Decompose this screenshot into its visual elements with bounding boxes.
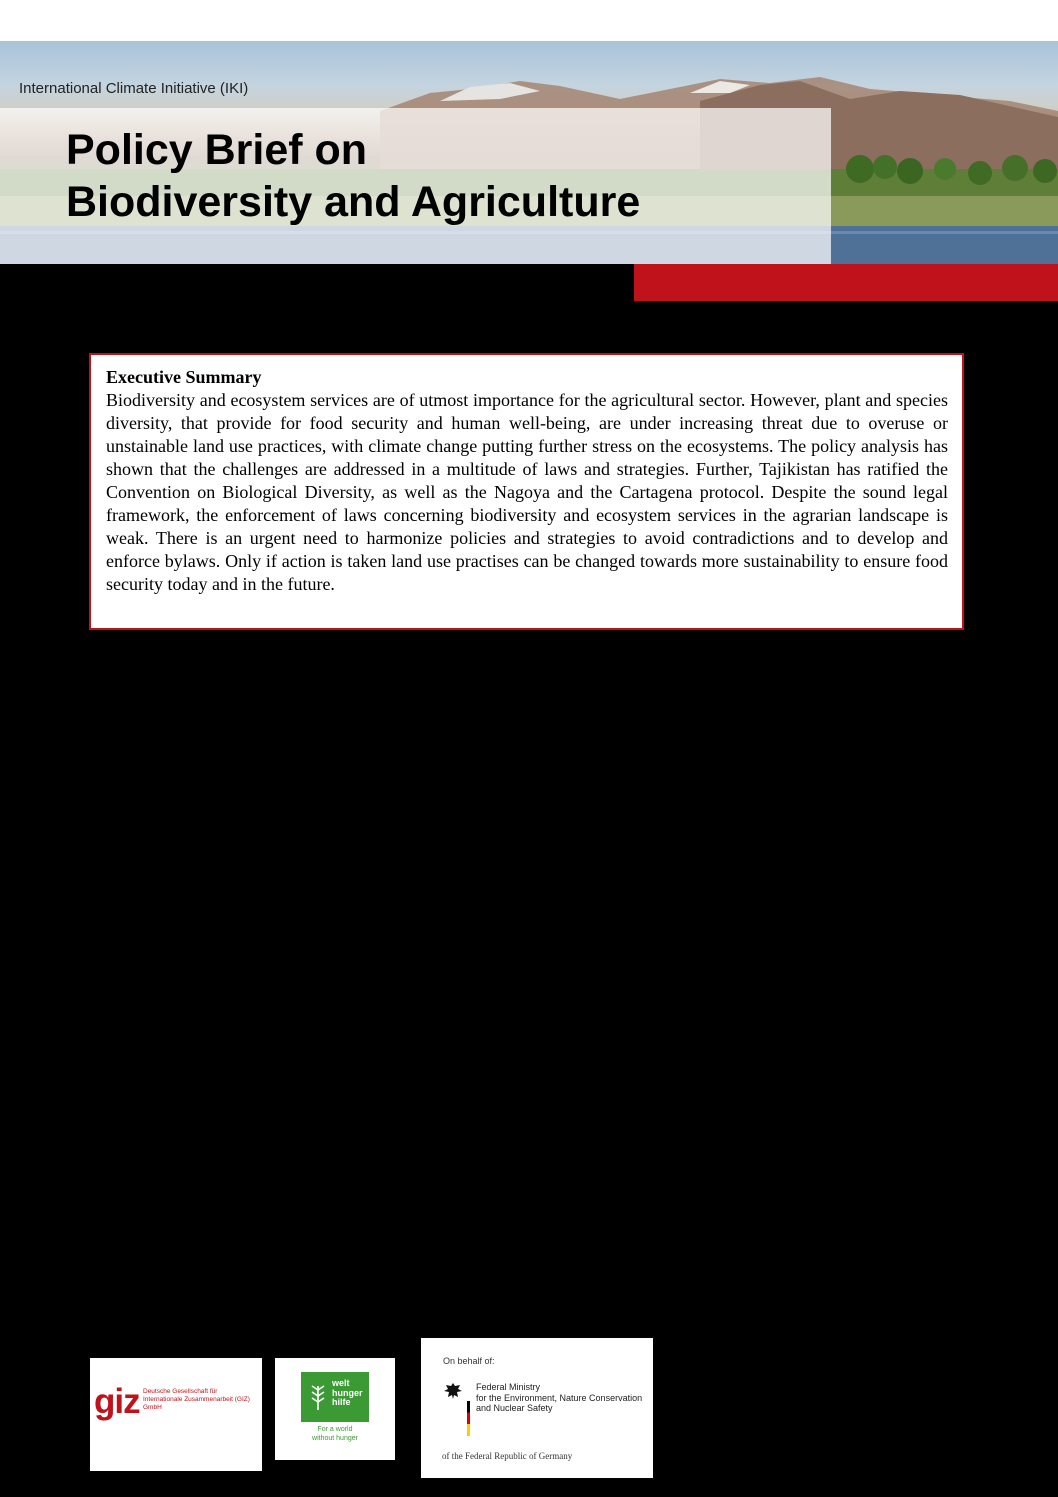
bmu-logo xyxy=(421,1338,653,1478)
welthungerhilfe-logo xyxy=(275,1358,395,1460)
wheat-icon xyxy=(308,1382,328,1412)
page-title xyxy=(66,124,640,228)
ministry-line-1: Federal Ministry xyxy=(476,1382,541,1392)
whh-green-square xyxy=(301,1372,369,1422)
federal-eagle-icon xyxy=(443,1381,463,1401)
whh-tagline-line-1: For a world xyxy=(317,1426,353,1433)
giz-logo xyxy=(90,1358,262,1471)
summary-heading: Executive Summary xyxy=(106,367,262,387)
whh-tagline-line-2: without hunger xyxy=(312,1435,358,1442)
title-line-2: Biodiversity and Agriculture xyxy=(66,178,641,226)
giz-logo-mark: giz xyxy=(94,1382,140,1421)
ministry-name xyxy=(476,1382,651,1414)
on-behalf-label: On behalf of: xyxy=(443,1356,495,1366)
summary-body: Biodiversity and ecosystem services are of utmost importance for the agricultural sector. However, plant and species diversity, that provide for food security and human well-being, are under increasing threat due to overuse or unstainable land use practices, with climate change putting further stress on the ecosystems. The policy analysis has shown that the challenges are addressed in a multitude of laws and strategies. Further, Tajikistan has ratified the Convention on Biological Diversity, as well as the Nagoya and the Cartagena protocol. Despite the sound legal framework, the enforcement of laws concerning biodiversity and ecosystem services in the agrarian landscape is weak. There is an urgent need to harmonize policies and strategies to avoid contradictions and to develop and enforce bylaws. Only if action is taken land use practises can be changed towards more sustainability to ensure food security today and in the future. xyxy=(106,390,948,594)
title-line-1: Policy Brief on xyxy=(66,126,368,174)
whh-name-line-3: hilfe xyxy=(332,1397,351,1407)
initiative-label: International Climate Initiative (IKI) xyxy=(19,80,249,97)
whh-name-line-2: hunger xyxy=(332,1387,363,1398)
german-flag-stripe xyxy=(467,1401,470,1436)
top-margin xyxy=(0,0,1058,41)
whh-tagline xyxy=(275,1425,395,1443)
accent-bar xyxy=(634,264,1058,301)
republic-label: of the Federal Republic of Germany xyxy=(442,1451,573,1461)
whh-name-line-1: welt xyxy=(332,1378,350,1388)
executive-summary-box xyxy=(89,353,964,630)
ministry-line-2: for the Environment, Nature Conservation xyxy=(476,1392,643,1403)
giz-logo-text: Deutsche Gesellschaft für Internationale Zusammenarbeit (GIZ) GmbH xyxy=(143,1388,250,1411)
ministry-line-3: and Nuclear Safety xyxy=(476,1403,553,1413)
